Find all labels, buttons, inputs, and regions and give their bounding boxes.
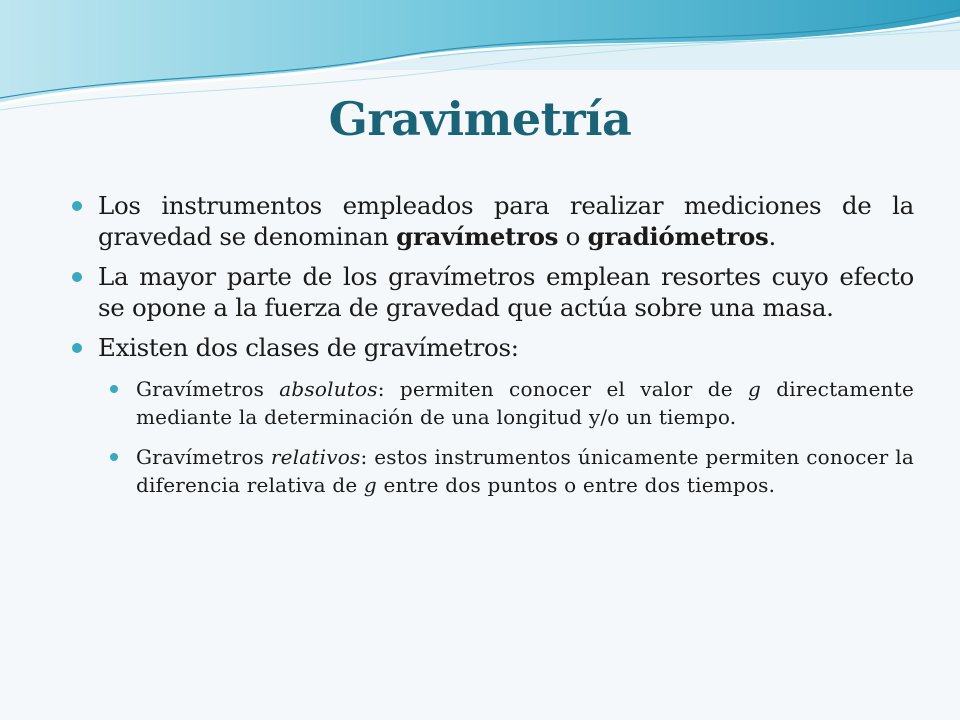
bullet-resortes (72, 261, 914, 323)
bullet-text: Los instrumentos empleados para realizar mediciones de la gravedad se denominan (98, 191, 914, 251)
bullet-dot-icon (72, 343, 82, 353)
bullet-text: . (768, 222, 777, 251)
bullet-instrumentos (72, 190, 914, 252)
term-gradiometros: gradiómetros (587, 222, 769, 251)
bullet-dot-icon (72, 201, 82, 211)
subbullet-text: Gravímetros (136, 445, 271, 469)
subbullet-text: entre dos puntos o entre dos tiempos. (376, 473, 776, 497)
subbullet-dot-icon (110, 453, 118, 461)
bullet-text: o (558, 222, 588, 251)
bullet-dot-icon (72, 272, 82, 282)
term-absolutos: absolutos (279, 377, 378, 401)
subbullet-dot-icon (110, 385, 118, 393)
term-relativos: relativos (270, 445, 361, 469)
subbullet-text: : permiten conocer el valor de (377, 377, 749, 401)
subbullet-relativos (110, 443, 914, 499)
slide-title: Gravimetría (328, 92, 632, 146)
variable-g: g (748, 377, 762, 401)
bullet-text: Existen dos clases de gravímetros: (98, 333, 519, 362)
bullet-text: La mayor parte de los gravímetros emplean resortes cuyo efecto se opone a la fuerza de gravedad que actúa sobre una masa. (98, 262, 914, 322)
subbullet-text: Gravímetros (136, 377, 280, 401)
term-gravimetros: gravímetros (396, 222, 559, 251)
subbullet-text: directamente mediante la determinación de una longitud y/o un tiempo. (136, 377, 914, 429)
subbullet-absolutos (110, 375, 914, 431)
bullet-clases (72, 332, 914, 363)
slide-body (72, 190, 914, 511)
variable-g: g (363, 473, 377, 497)
subbullet-text: : estos instrumentos únicamente permiten conocer la diferencia relativa de (136, 445, 914, 497)
